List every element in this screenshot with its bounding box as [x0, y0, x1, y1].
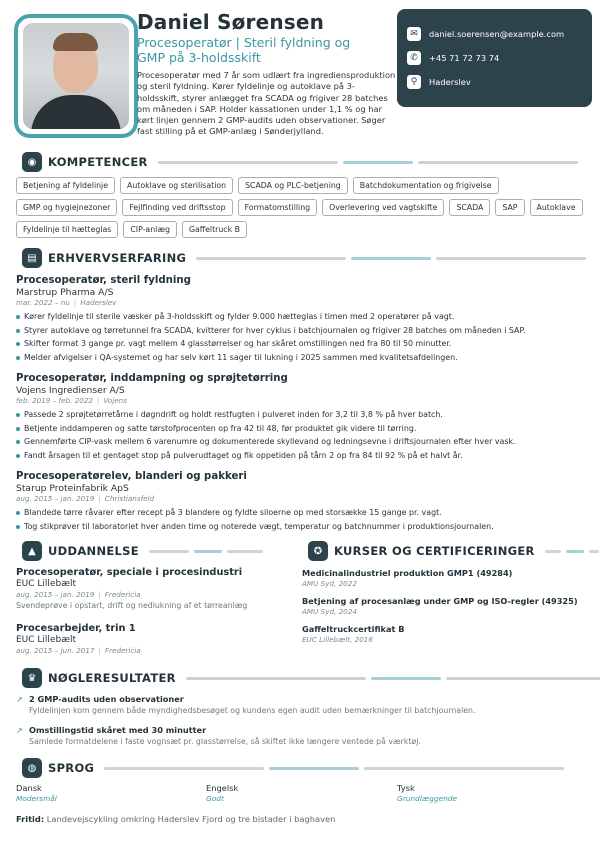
phone-text: +45 71 72 73 74	[429, 53, 500, 63]
phone-icon: ✆	[407, 51, 421, 65]
trend-up-icon: ↗	[16, 726, 23, 735]
education-entry	[16, 567, 291, 611]
education-title: Procesoperatør, speciale i procesindustri	[16, 567, 243, 578]
award-icon: ✪	[308, 541, 328, 561]
course-title: Betjening af procesanlæg under GMP og ISO-regler (49325)	[302, 596, 578, 606]
skill-chip: Betjening af fyldelinje	[16, 177, 115, 194]
section-divider	[104, 767, 570, 770]
hobbies-line	[16, 814, 335, 825]
job-bullet: Passede 2 sprøjtetørretårne i døgndrift og holdt restfugten i pulveret inden for 3,2 til 3,8 % på hver batch.	[16, 408, 591, 422]
skill-chip: Fyldelinje til hætteglas	[16, 221, 118, 238]
skill-chip: CIP-anlæg	[123, 221, 177, 238]
hobbies-text: Landevejscykling omkring Haderslev Fjord og tre bistader i baghaven	[46, 814, 336, 824]
course-entry	[302, 568, 592, 589]
education-dates: aug. 2015 – jun. 2017	[16, 646, 95, 655]
education-description: Svendeprøve i opstart, drift og nedlukning af et tørreanlæg	[16, 601, 248, 610]
job-dates: feb. 2019 – feb. 2022	[16, 396, 93, 405]
avatar	[23, 23, 129, 129]
job-dates: aug. 2015 – jan. 2019	[16, 494, 95, 503]
course-meta: EUC Lillebælt, 2016	[302, 635, 373, 644]
briefcase-icon: ▤	[22, 248, 42, 268]
location-pin-icon: ⚲	[407, 75, 421, 89]
education-school: EUC Lillebælt	[16, 579, 77, 589]
course-title: Medicinalindustriel produktion GMP1 (49284)	[302, 568, 513, 578]
achievement-entry	[16, 725, 591, 747]
course-entry	[302, 624, 592, 645]
section-languages-header	[22, 758, 570, 778]
trophy-icon: ♛	[22, 668, 42, 688]
achievement-entry	[16, 694, 591, 716]
section-courses-header	[308, 541, 590, 561]
language-entry	[16, 783, 196, 804]
section-title: UDDANNELSE	[48, 544, 139, 558]
skill-chip: Batchdokumentation og frigivelse	[353, 177, 499, 194]
candidate-name: Daniel Sørensen	[137, 10, 325, 34]
skill-chip: Gaffeltruck B	[182, 221, 247, 238]
job-meta: mar. 2022 – nu | Haderslev	[16, 298, 117, 307]
globe-icon: ◍	[22, 758, 42, 778]
skill-chip: Overlevering ved vagtskifte	[322, 199, 444, 216]
language-name: Dansk	[16, 783, 42, 793]
section-title: NØGLERESULTATER	[48, 671, 176, 685]
section-education-header	[22, 541, 286, 561]
achievement-description: Fyldelinjen kom gennem både myndighedsbesøget og kundens egen audit uden bemærkninger til batchjournalen.	[29, 706, 476, 715]
job-bullet: Blandede tørre råvarer efter recept på 3 blandere og fyldte siloerne op med storsække 15 gange pr. vagt.	[16, 506, 591, 520]
graduation-cap-icon: ▲	[22, 541, 42, 561]
achievement-title: 2 GMP-audits uden observationer	[29, 694, 184, 704]
section-skills-header	[22, 152, 570, 172]
section-achievements-header	[22, 668, 570, 688]
section-divider	[545, 550, 599, 553]
section-title: KOMPETENCER	[48, 155, 148, 169]
job-bullet: Kører fyldelinje til sterile væsker på 3-holdsskift og fylder 9.000 hætteglas i timen med 2 operatører på vagt.	[16, 310, 591, 324]
section-divider	[149, 550, 286, 553]
job-location: Christiansfeld	[104, 494, 155, 503]
contact-location	[407, 70, 582, 94]
job-dates: mar. 2022 – nu	[16, 298, 70, 307]
experience-entry	[16, 274, 591, 364]
contact-phone[interactable]	[407, 46, 582, 70]
skill-chip: SCADA og PLC-betjening	[238, 177, 348, 194]
job-location: Haderslev	[80, 298, 117, 307]
experience-entry	[16, 470, 591, 533]
course-title: Gaffeltruckcertifikat B	[302, 624, 405, 634]
hobbies-label: Fritid:	[16, 814, 45, 824]
education-entry	[16, 623, 291, 656]
location-text: Haderslev	[429, 77, 471, 87]
job-bullet: Fandt årsagen til et gentaget stop på pulverudtaget og fik oppetiden på tårn 2 op fra 84 til 92 % på et halvt år.	[16, 449, 591, 463]
lightbulb-icon: ◉	[22, 152, 42, 172]
job-bullet: Styrer autoklave og tørretunnel fra SCADA, kvitterer for hver cyklus i batchjournalen og frigiver 28 batches om måneden i SAP.	[16, 324, 591, 338]
job-company: Starup Proteinfabrik ApS	[16, 483, 129, 494]
course-entry	[302, 596, 592, 617]
job-location: Vojens	[103, 396, 127, 405]
education-meta: aug. 2015 – jan. 2019 | Fredericia	[16, 590, 141, 599]
job-title: Procesoperatørelev, blanderi og pakkeri	[16, 471, 247, 482]
skill-chip: GMP og hygiejnezoner	[16, 199, 117, 216]
course-meta: AMU Syd, 2024	[302, 607, 357, 616]
language-entry	[397, 783, 577, 804]
skill-chip-list	[16, 177, 590, 238]
education-school: EUC Lillebælt	[16, 635, 77, 645]
skill-chip: SAP	[495, 199, 524, 216]
section-experience-header	[22, 248, 570, 268]
education-location: Fredericia	[104, 646, 141, 655]
job-bullet: Betjente inddamperen og satte tørstofprocenten op fra 42 til 48, før produktet gik videre til tørring.	[16, 422, 591, 436]
language-level: Modersmål	[16, 794, 57, 803]
job-title: Procesoperatør, steril fyldning	[16, 275, 191, 286]
section-divider	[196, 257, 586, 260]
job-meta: aug. 2015 – jan. 2019 | Christiansfeld	[16, 494, 155, 503]
job-company: Vojens Ingredienser A/S	[16, 385, 125, 396]
language-name: Tysk	[397, 783, 415, 793]
job-bullet: Tog stikprøver til laboratoriet hver anden time og noterede vægt, temperatur og batchnummer i produktionsjournalen.	[16, 520, 591, 534]
achievement-description: Samlede formatdelene i faste vognsæt pr. glasstørrelse, så skiftet ikke længere ventede på værktøj.	[29, 737, 421, 746]
skill-chip: Formatomstilling	[238, 199, 318, 216]
contact-email[interactable]	[407, 22, 582, 46]
job-company: Marstrup Pharma A/S	[16, 287, 114, 298]
section-divider	[186, 677, 600, 680]
profile-photo	[14, 14, 138, 138]
language-level: Grundlæggende	[397, 794, 458, 803]
language-entry	[206, 783, 386, 804]
skill-chip: SCADA	[449, 199, 490, 216]
experience-entry	[16, 372, 591, 462]
job-bullet: Skifter format 3 gange pr. vagt mellem 4 glasstørrelser og har skåret omstillingen ned fra 80 til 50 minutter.	[16, 337, 591, 351]
section-title: KURSER OG CERTIFICERINGER	[334, 544, 535, 558]
education-meta: aug. 2015 – jun. 2017 | Fredericia	[16, 646, 141, 655]
section-title: SPROG	[48, 761, 95, 775]
resume-header	[0, 0, 600, 148]
course-meta: AMU Syd, 2022	[302, 579, 357, 588]
job-title: Procesoperatør, inddampning og sprøjtetørring	[16, 373, 288, 384]
profile-summary: Procesoperatør med 7 år som udlært fra ingrediensproduktion og steril fyldning. Kører fyldelinje og autoklave på 3-holdsskift, styrer anlægget fra SCADA og frigiver 28 batches om måneden i SAP. Holder kassationen under 1,1 % og har kørt linjen gennem 2 GMP-audits uden observationer. Søger fast stilling på et GMP-anlæg i Sønderjylland.	[137, 70, 396, 137]
section-divider	[158, 161, 578, 164]
candidate-title: Procesoperatør | Steril fyldning og GMP på 3-holdsskift	[137, 35, 351, 65]
contact-card	[397, 9, 592, 107]
education-dates: aug. 2015 – jan. 2019	[16, 590, 95, 599]
job-meta: feb. 2019 – feb. 2022 | Vojens	[16, 396, 127, 405]
mail-icon: ✉	[407, 27, 421, 41]
education-title: Procesarbejder, trin 1	[16, 623, 136, 634]
skill-chip: Autoklave	[530, 199, 583, 216]
skill-chip: Autoklave og sterilisation	[120, 177, 233, 194]
education-location: Fredericia	[104, 590, 141, 599]
skill-chip: Fejlfinding ved driftsstop	[122, 199, 232, 216]
achievement-title: Omstillingstid skåret med 30 minutter	[29, 725, 207, 735]
trend-up-icon: ↗	[16, 695, 23, 704]
language-name: Engelsk	[206, 783, 239, 793]
section-title: ERHVERVSERFARING	[48, 251, 187, 265]
email-text: daniel.soerensen@example.com	[429, 29, 565, 39]
language-level: Godt	[206, 794, 224, 803]
job-bullet: Gennemførte CIP-vask mellem 6 varenumre og dokumenterede skyllevand og ledningsevne i driftsjournalen efter hver vask.	[16, 435, 591, 449]
job-bullet: Melder afvigelser i QA-systemet og har selv kørt 11 sager til lukning i 2025 sammen med kvalitetsafdelingen.	[16, 351, 591, 365]
